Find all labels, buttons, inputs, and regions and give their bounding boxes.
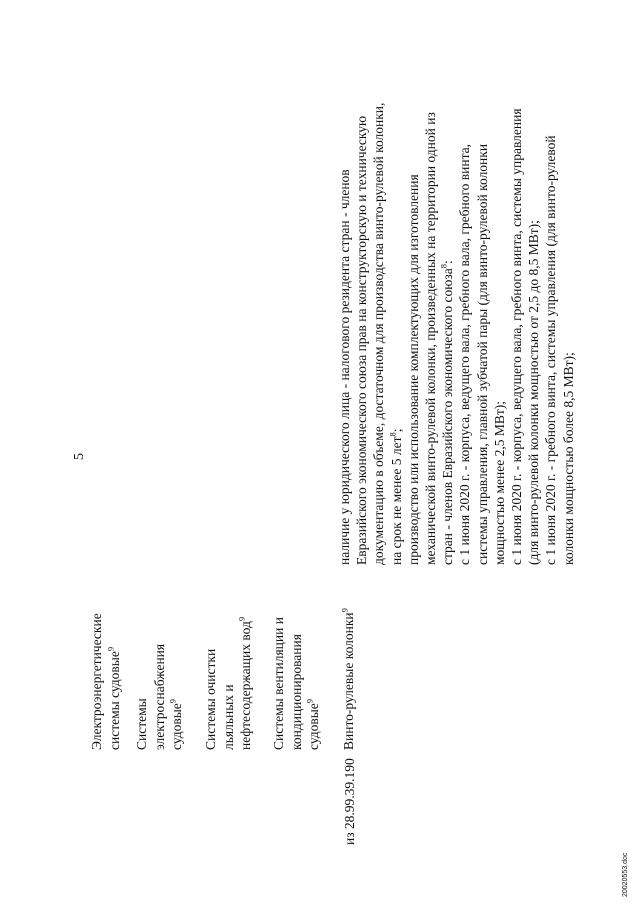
conditions-text: наличие у юридического лица - налогового резидента стран - членов Евразийского экономического союза прав на конструкторскую и техническую документацию в объеме, достаточном для производства винто-рулевой колонки, на срок не менее 5 лет$^8$; производство или использование комплектующих для изготовления механической винто-рулевой колонки, произведенных на территории одной из стран - членов Евразийского экономического союза$^8$: с 1 июня 2020 г. - корпуса, ведущего вала, гребного вала, гребного винта, системы управления, главной зубчатой пары (для винто-рулевой колонки мощностью менее 2,5 МВт); с 1 июня 2020 г. - корпуса, ведущего вала, гребного винта, системы управления (для винто-рулевой колонки мощностью от 2,5 до 8,5 МВт); с 1 июня 2020 г. - гребного винта, системы управления (для винто-рулевой колонки мощностью более 8,5 МВт);	[337, 102, 576, 565]
okpd-code: из 28.99.39.190	[342, 758, 357, 845]
product-name-2: Системы электроснабжения судовые$^9$	[134, 643, 184, 750]
product-name-5: Винто-рулевые колонки$^9$	[339, 608, 356, 750]
product-name-1: Электроэнергетические системы судовые$^9$	[89, 613, 122, 750]
footnote-ref: 8	[438, 264, 449, 269]
footnote-ref: 9	[304, 698, 315, 704]
footnote-ref: 9	[339, 608, 350, 613]
product-name-3: Системы очистки льяльных и нефтесодержащих вод$^9$	[203, 616, 253, 750]
footnote-ref: 8	[387, 432, 398, 437]
file-name-footer: 20020553.doc	[622, 852, 629, 897]
footnote-ref: 9	[167, 698, 178, 704]
footnote-ref: 9	[105, 646, 115, 652]
page-number: 5	[72, 453, 87, 460]
footnote-ref: 9	[236, 616, 247, 622]
product-name-4: Системы вентиляции и кондиционирования судовые$^9$	[271, 617, 321, 750]
